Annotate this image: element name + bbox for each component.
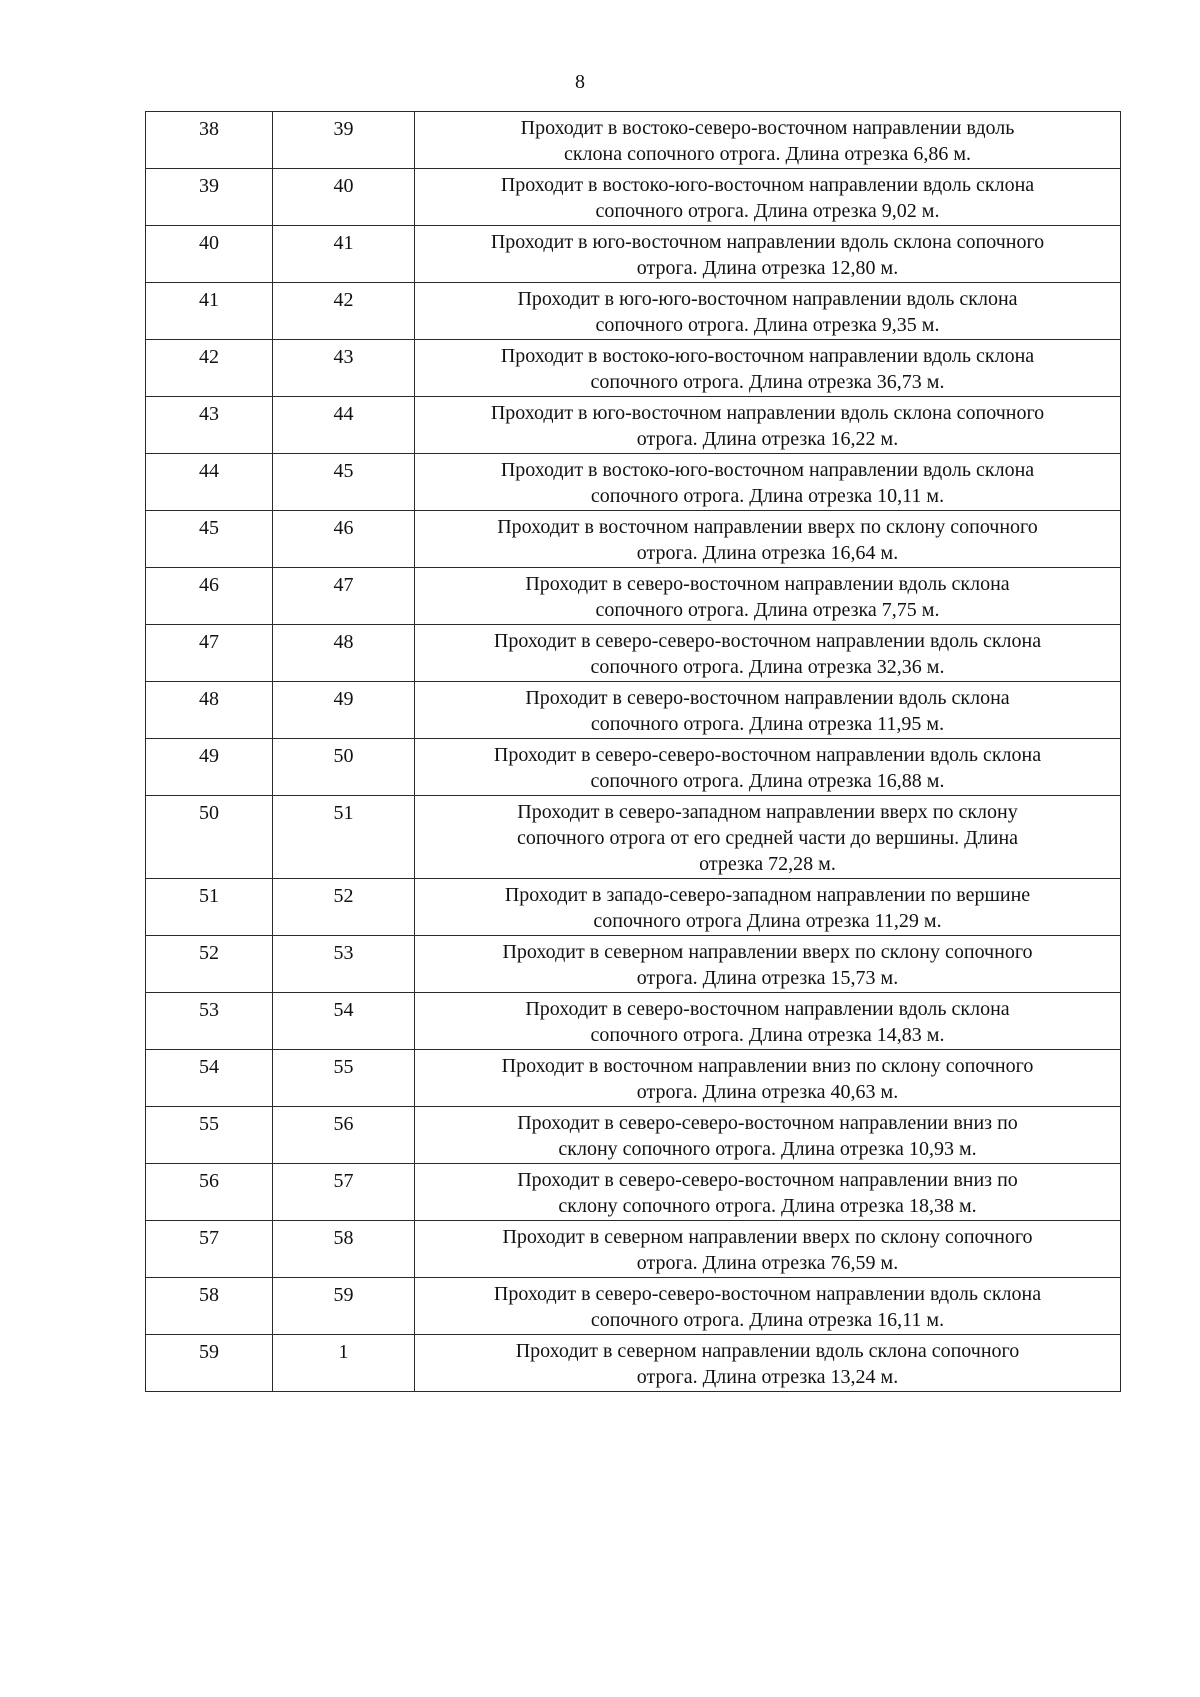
description-line: Проходит в северо-северо-восточном направлении вниз по	[517, 1169, 1018, 1191]
description-line: отрезка 72,28 м.	[699, 853, 836, 875]
description-line: отрога. Длина отрезка 16,64 м.	[636, 542, 899, 564]
description-line: Проходит в западо-северо-западном направлении по вершине	[504, 884, 1031, 906]
segment-description-cell	[415, 1278, 1121, 1335]
segment-description-cell	[415, 283, 1121, 340]
description-line: сопочного отрога. Длина отрезка 11,95 м.	[590, 713, 945, 735]
point-from-cell: 55	[146, 1107, 273, 1164]
point-from-cell: 49	[146, 739, 273, 796]
point-from-cell: 47	[146, 625, 273, 682]
boundary-description-table	[145, 111, 1121, 1392]
segment-description-cell	[415, 796, 1121, 879]
description-line: Проходит в восточном направлении вниз по склону сопочного	[501, 1055, 1034, 1077]
description-line: Проходит в северо-восточном направлении вдоль склона	[525, 998, 1010, 1020]
description-line: Проходит в востоко-юго-восточном направлении вдоль склона	[500, 459, 1035, 481]
table-row	[146, 1278, 1121, 1335]
table-row	[146, 112, 1121, 169]
table-row	[146, 1221, 1121, 1278]
description-line: Проходит в востоко-юго-восточном направлении вдоль склона	[500, 345, 1035, 367]
point-from-cell: 51	[146, 879, 273, 936]
description-line: сопочного отрога. Длина отрезка 14,83 м.	[590, 1024, 945, 1046]
point-to-cell: 58	[273, 1221, 415, 1278]
point-to-cell: 1	[273, 1335, 415, 1392]
table-row	[146, 1335, 1121, 1392]
segment-description-cell	[415, 1107, 1121, 1164]
description-line: склона сопочного отрога. Длина отрезка 6,86 м.	[563, 143, 972, 165]
table-row	[146, 397, 1121, 454]
table-row	[146, 1164, 1121, 1221]
table-body	[146, 112, 1121, 1392]
point-to-cell: 52	[273, 879, 415, 936]
description-line: сопочного отрога. Длина отрезка 16,11 м.	[590, 1309, 945, 1331]
segment-description-cell	[415, 454, 1121, 511]
point-from-cell: 54	[146, 1050, 273, 1107]
segment-description-cell	[415, 682, 1121, 739]
segment-description-cell	[415, 568, 1121, 625]
segment-description-cell	[415, 739, 1121, 796]
table-row	[146, 682, 1121, 739]
description-line: Проходит в северо-северо-восточном направлении вдоль склона	[493, 630, 1042, 652]
point-from-cell: 41	[146, 283, 273, 340]
point-from-cell: 44	[146, 454, 273, 511]
description-line: Проходит в востоко-юго-восточном направлении вдоль склона	[500, 174, 1035, 196]
description-line: Проходит в северо-северо-восточном направлении вдоль склона	[493, 1283, 1042, 1305]
point-from-cell: 53	[146, 993, 273, 1050]
description-line: сопочного отрога. Длина отрезка 10,11 м.	[590, 485, 945, 507]
point-to-cell: 48	[273, 625, 415, 682]
page-number: 8	[575, 71, 585, 93]
segment-description-cell	[415, 169, 1121, 226]
segment-description-cell	[415, 511, 1121, 568]
description-line: отрога. Длина отрезка 16,22 м.	[636, 428, 899, 450]
description-line: Проходит в северо-северо-восточном направлении вдоль склона	[493, 744, 1042, 766]
description-line: отрога. Длина отрезка 12,80 м.	[636, 257, 899, 279]
point-to-cell: 45	[273, 454, 415, 511]
point-from-cell: 50	[146, 796, 273, 879]
point-to-cell: 46	[273, 511, 415, 568]
description-line: Проходит в северном направлении вверх по склону сопочного	[502, 1226, 1033, 1248]
point-to-cell: 57	[273, 1164, 415, 1221]
point-to-cell: 39	[273, 112, 415, 169]
point-from-cell: 43	[146, 397, 273, 454]
description-line: Проходит в северо-западном направлении вверх по склону	[517, 801, 1018, 823]
description-line: отрога. Длина отрезка 15,73 м.	[636, 967, 899, 989]
segment-description-cell	[415, 340, 1121, 397]
point-to-cell: 47	[273, 568, 415, 625]
point-to-cell: 44	[273, 397, 415, 454]
description-line: сопочного отрога. Длина отрезка 32,36 м.	[590, 656, 945, 678]
segment-description-cell	[415, 879, 1121, 936]
table-row	[146, 283, 1121, 340]
description-line: склону сопочного отрога. Длина отрезка 18,38 м.	[558, 1195, 977, 1217]
description-line: сопочного отрога. Длина отрезка 9,35 м.	[595, 314, 940, 336]
point-to-cell: 54	[273, 993, 415, 1050]
point-from-cell: 52	[146, 936, 273, 993]
table-row	[146, 226, 1121, 283]
segment-description-cell	[415, 1335, 1121, 1392]
segment-description-cell	[415, 397, 1121, 454]
description-line: отрога. Длина отрезка 76,59 м.	[636, 1252, 899, 1274]
table-row	[146, 568, 1121, 625]
point-from-cell: 58	[146, 1278, 273, 1335]
table-row	[146, 993, 1121, 1050]
table-row	[146, 1050, 1121, 1107]
table-row	[146, 796, 1121, 879]
segment-description-cell	[415, 226, 1121, 283]
point-from-cell: 42	[146, 340, 273, 397]
description-line: Проходит в северо-восточном направлении вдоль склона	[525, 687, 1010, 709]
description-line: Проходит в северном направлении вдоль склона сопочного	[515, 1340, 1020, 1362]
point-to-cell: 56	[273, 1107, 415, 1164]
table-row	[146, 511, 1121, 568]
description-line: сопочного отрога от его средней части до вершины. Длина	[516, 827, 1019, 849]
point-from-cell: 56	[146, 1164, 273, 1221]
description-line: сопочного отрога. Длина отрезка 16,88 м.	[590, 770, 945, 792]
point-from-cell: 57	[146, 1221, 273, 1278]
segment-description-cell	[415, 936, 1121, 993]
point-to-cell: 50	[273, 739, 415, 796]
point-from-cell: 39	[146, 169, 273, 226]
table-row	[146, 739, 1121, 796]
description-line: Проходит в юго-восточном направлении вдоль склона сопочного	[490, 402, 1045, 424]
point-to-cell: 53	[273, 936, 415, 993]
table-row	[146, 340, 1121, 397]
table-row	[146, 1107, 1121, 1164]
table-row	[146, 936, 1121, 993]
point-to-cell: 43	[273, 340, 415, 397]
point-from-cell: 38	[146, 112, 273, 169]
point-to-cell: 40	[273, 169, 415, 226]
point-to-cell: 51	[273, 796, 415, 879]
point-to-cell: 49	[273, 682, 415, 739]
description-line: отрога. Длина отрезка 40,63 м.	[636, 1081, 899, 1103]
point-to-cell: 42	[273, 283, 415, 340]
description-line: Проходит в юго-юго-восточном направлении вдоль склона	[517, 288, 1018, 310]
description-line: Проходит в северном направлении вверх по склону сопочного	[502, 941, 1033, 963]
description-line: сопочного отрога. Длина отрезка 7,75 м.	[595, 599, 940, 621]
segment-description-cell	[415, 1050, 1121, 1107]
description-line: Проходит в юго-восточном направлении вдоль склона сопочного	[490, 231, 1045, 253]
table-row	[146, 625, 1121, 682]
point-to-cell: 41	[273, 226, 415, 283]
point-from-cell: 40	[146, 226, 273, 283]
point-from-cell: 45	[146, 511, 273, 568]
segment-description-cell	[415, 993, 1121, 1050]
point-to-cell: 59	[273, 1278, 415, 1335]
segment-description-cell	[415, 625, 1121, 682]
segment-description-cell	[415, 1164, 1121, 1221]
segment-description-cell	[415, 1221, 1121, 1278]
description-line: сопочного отрога. Длина отрезка 36,73 м.	[590, 371, 945, 393]
table-row	[146, 454, 1121, 511]
point-from-cell: 46	[146, 568, 273, 625]
table-row	[146, 879, 1121, 936]
description-line: сопочного отрога. Длина отрезка 9,02 м.	[595, 200, 940, 222]
description-line: склону сопочного отрога. Длина отрезка 10,93 м.	[558, 1138, 977, 1160]
description-line: Проходит в северо-северо-восточном направлении вниз по	[517, 1112, 1018, 1134]
table-row	[146, 169, 1121, 226]
point-from-cell: 48	[146, 682, 273, 739]
description-line: Проходит в востоко-северо-восточном направлении вдоль	[520, 117, 1015, 139]
description-line: отрога. Длина отрезка 13,24 м.	[636, 1366, 899, 1388]
description-line: Проходит в северо-восточном направлении вдоль склона	[525, 573, 1010, 595]
point-to-cell: 55	[273, 1050, 415, 1107]
description-line: Проходит в восточном направлении вверх по склону сопочного	[497, 516, 1038, 538]
segment-description-cell	[415, 112, 1121, 169]
point-from-cell: 59	[146, 1335, 273, 1392]
description-line: сопочного отрога Длина отрезка 11,29 м.	[593, 910, 942, 932]
